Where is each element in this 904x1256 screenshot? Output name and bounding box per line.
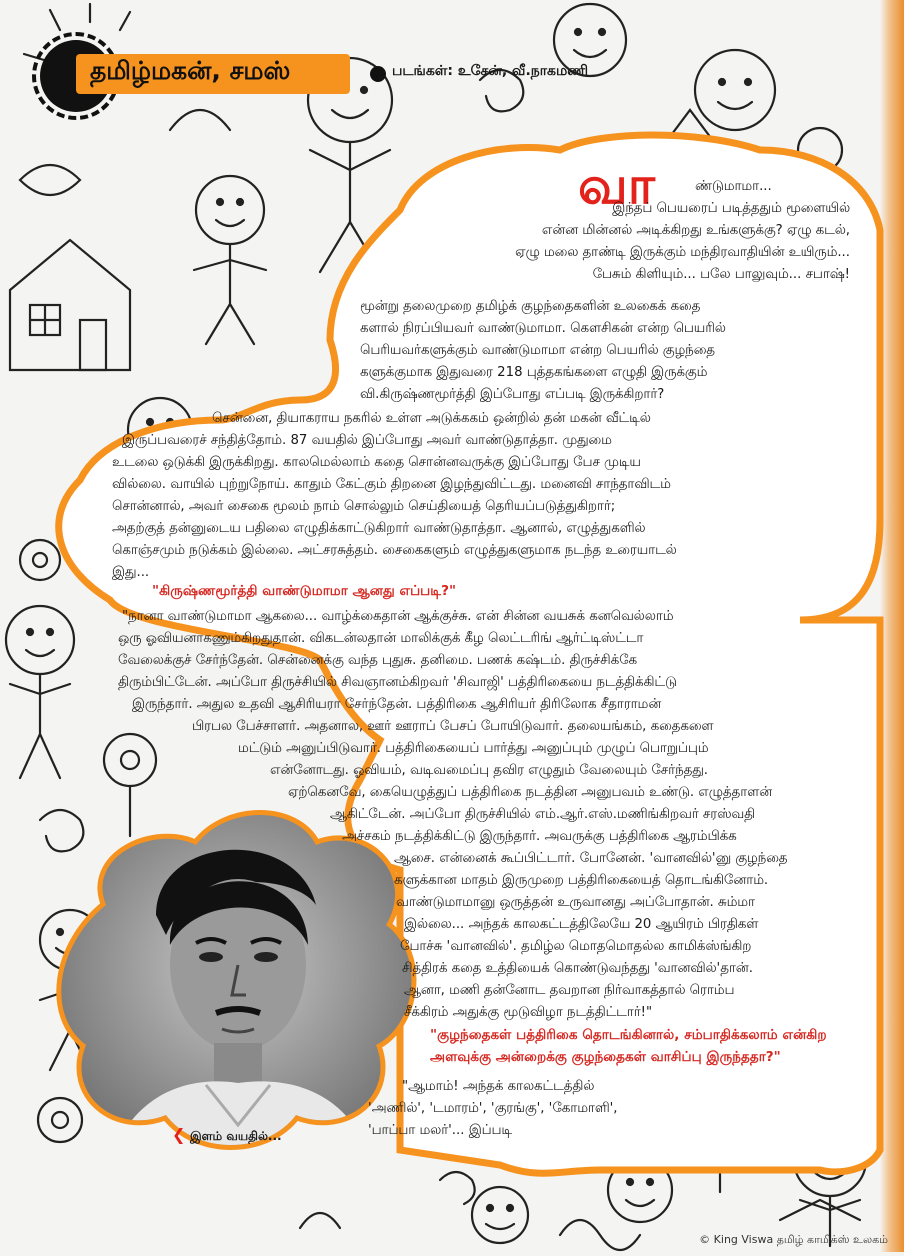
answer-line: இல்லை... அந்தக் காலகட்டத்திலேயே 20 ஆயிரம் பிரதிகள் bbox=[404, 917, 759, 932]
para-line: வி.கிருஷ்ணமூர்த்தி இப்போது எப்படி இருக்கிறார்? bbox=[360, 387, 665, 402]
intro-line: ஏழு மலை தாண்டி இருக்கும் மந்திரவாதியின் உயிரும்... bbox=[515, 245, 850, 260]
para-line: உடலை ஒடுக்கி இருக்கிறது. காலமெல்லாம் கதை சொன்னவருக்கு இப்போது பேச முடிய bbox=[112, 455, 641, 470]
para-line: மூன்று தலைமுறை தமிழ்க் குழந்தைகளின் உலகைக் கதை bbox=[360, 299, 701, 314]
answer-line: மட்டும் அனுப்பிடுவார். பத்திரிகையைப் பார்த்து அனுப்பும் முழுப் பொறுப்பும் bbox=[238, 741, 709, 756]
photo-caption: இளம் வயதில்... bbox=[190, 1129, 282, 1143]
watermark: © King Viswa தமிழ் காமிக்ஸ் உலகம் bbox=[699, 1233, 888, 1246]
answer-line: ஆசை. என்னைக் கூப்பிட்டார். போனேன். 'வானவில்'னு குழந்தை bbox=[394, 851, 788, 866]
para-line: இருப்பவரைச் சந்தித்தோம். 87 வயதில் இப்போது அவர் வாண்டுதாத்தா. முதுமை bbox=[122, 433, 612, 448]
question-line: அளவுக்கு அன்றைக்கு குழந்தைகள் வாசிப்பு இருந்ததா?" bbox=[430, 1049, 781, 1065]
para-line: வில்லை. வாயில் புற்றுநோய். காதும் கேட்கும் திறனை இழந்துவிட்டது. மனைவி சாந்தாவிடம் bbox=[112, 477, 671, 492]
question-2 bbox=[430, 1024, 827, 1068]
answer-line: சித்திரக் கதை உத்தியைக் கொண்டுவந்தது 'வானவில்'தான். bbox=[402, 961, 753, 976]
answer-line: வேலைக்குச் சேர்ந்தேன். சென்னைக்கு வந்த புதுசு. தனிமை. பணக் கஷ்டம். திருச்சிக்கே bbox=[118, 653, 638, 668]
answer-line: சீக்கிரம் அதுக்கு மூடுவிழா நடத்திட்டார்!" bbox=[404, 1005, 653, 1020]
answer-1 bbox=[118, 606, 787, 1024]
intro-line: பேசும் கிளியும்... பலே பாலுவும்... சபாஷ்! bbox=[592, 267, 850, 282]
answer-line: "நானா வாண்டுமாமா ஆகலை... வாழ்க்கைதான் ஆக்குச்சு. என் சின்ன வயசுக் கனவெல்லாம் bbox=[122, 609, 674, 624]
answer-line: போச்சு 'வானவில்'. தமிழ்ல மொதமொதல்ல காமிக்ஸ்ங்கிற bbox=[400, 939, 752, 954]
title-rest: ண்டுமாமா... bbox=[695, 179, 772, 194]
answer-line: 'பாப்பா மலர்'... இப்படி bbox=[368, 1123, 513, 1138]
answer-line: ஆகிட்டேன். அப்போ திருச்சியில் எம்.ஆர்.எஸ்.மணிங்கிறவர் சரஸ்வதி bbox=[330, 807, 756, 822]
para-line: அதற்குத் தன்னுடைய பதிலை எழுதிக்காட்டுகிறார் வாண்டுதாத்தா. ஆனால், எழுத்துகளில் bbox=[112, 521, 646, 536]
para-line: பெரியவர்களுக்கும் வாண்டுமாமா என்ற பெயரில் குழந்தை bbox=[360, 343, 715, 358]
answer-line: இருந்தார். அதுல உதவி ஆசிரியரா சேர்ந்தேன். பத்திரிகை ஆசிரியர் திரிலோக சீதாராமன் bbox=[132, 697, 662, 712]
intro-line: இந்தப் பெயரைப் படித்ததும் மூளையில் bbox=[612, 201, 850, 216]
para-line: சொன்னால், அவர் சைகை மூலம் நாம் சொல்லும் செய்தியைத் தெரியப்படுத்துகிறார்; bbox=[112, 499, 616, 514]
para-line: இது... bbox=[112, 565, 150, 580]
para-line: களால் நிரப்பியவர் வாண்டுமாமா. கௌசிகன் என்ற பெயரில் bbox=[360, 321, 726, 336]
para-line: கொஞ்சமும் நடுக்கம் இல்லை. அட்சரசுத்தம். சைகைகளும் எழுத்துகளுமாக நடந்த உரையாடல் bbox=[112, 543, 677, 558]
answer-line: பிரபல பேச்சாளர். அதனால, ஊர் ஊராப் பேசப் போயிடுவார். தலையங்கம், கதைகளை bbox=[192, 719, 714, 734]
answer-line: ஒரு ஓவியனாகணும்கிறதுதான். விகடன்லதான் மாலிக்குக் கீழ லெட்டரிங் ஆர்ட்டிஸ்ட்டா bbox=[118, 631, 644, 646]
intro-paragraph bbox=[440, 198, 850, 286]
answer-line: களுக்கான மாதம் இருமுறை பத்திரிகையைத் தொடங்கினோம். bbox=[394, 873, 769, 888]
answer-line: ஏற்கெனவே, கையெழுத்துப் பத்திரிகை நடத்தின அனுபவம் உண்டு. எழுத்தாளன் bbox=[288, 785, 773, 800]
para-line: சென்னை, தியாகராய நகரில் உள்ள அடுக்ககம் ஒன்றில் தன் மகன் வீட்டில் bbox=[212, 411, 651, 426]
answer-line: வாண்டுமாமானு ஒருத்தன் உருவானது அப்போதான். சும்மா bbox=[396, 895, 755, 910]
title-initial: வா bbox=[578, 156, 656, 216]
caption-arrow-icon: ❮ bbox=[172, 1125, 186, 1144]
paragraph-1 bbox=[360, 296, 726, 406]
author-names: தமிழ்மகன், சமஸ் bbox=[90, 56, 291, 85]
intro-line: என்ன மின்னல் அடிக்கிறது உங்களுக்கு? ஏழு கடல், bbox=[541, 223, 850, 238]
paragraph-2 bbox=[112, 408, 677, 584]
question-line: "குழந்தைகள் பத்திரிகை தொடங்கினால், சம்பாதிக்கலாம் என்கிற bbox=[430, 1027, 827, 1043]
answer-2 bbox=[368, 1076, 618, 1142]
answer-line: திரும்பிட்டேன். அப்போ திருச்சியில் சிவஞானம்கிறவர் 'சிவாஜி' பத்திரிகையை நடத்திக்கிட்டு bbox=[118, 675, 677, 690]
photo-credits: படங்கள்: உசேன், வீ.நாகமணி bbox=[392, 63, 589, 79]
answer-line: என்னோடது. ஓவியம், வடிவமைப்பு தவிர எழுதும் வேலையும் சேர்ந்தது. bbox=[270, 763, 709, 778]
answer-line: அச்சகம் நடத்திக்கிட்டு இருந்தார். அவருக்கு பத்திரிகை ஆரம்பிக்க bbox=[342, 829, 737, 844]
answer-line: ஆனா, மணி தன்னோட தவறான நிர்வாகத்தால் ரொம்ப bbox=[404, 983, 735, 998]
para-line: களுக்குமாக இதுவரை 218 புத்தகங்களை எழுதி இருக்கும் bbox=[360, 365, 708, 380]
answer-line: "ஆமாம்! அந்தக் காலகட்டத்தில் bbox=[402, 1079, 595, 1094]
question-1: "கிருஷ்ணமூர்த்தி வாண்டுமாமா ஆனது எப்படி?" bbox=[152, 583, 457, 599]
answer-line: 'அணில்', 'டமாரம்', 'குரங்கு', 'கோமாளி', bbox=[368, 1101, 618, 1116]
